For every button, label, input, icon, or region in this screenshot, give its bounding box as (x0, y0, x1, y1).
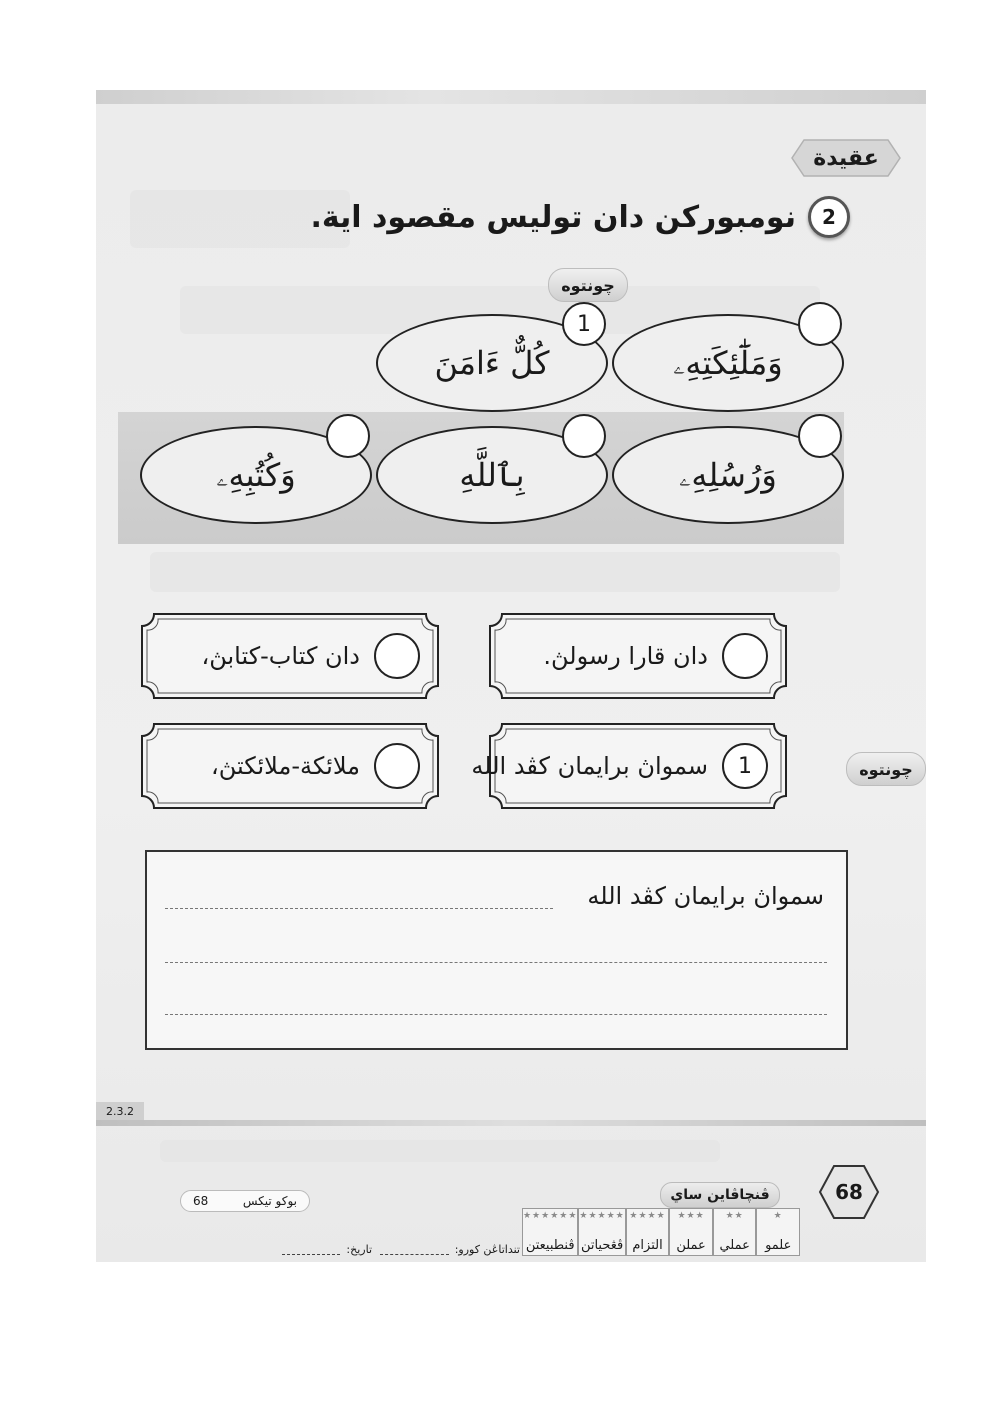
star-icon: ★★★★ (629, 1211, 666, 1221)
word-oval (376, 311, 608, 412)
number-slot[interactable] (562, 414, 606, 458)
textbook-reference (180, 1190, 310, 1212)
section-tag (790, 138, 902, 178)
mastery-level[interactable] (578, 1208, 625, 1256)
word-oval (376, 426, 608, 524)
meaning-text: دان قارا رسولڽ. (543, 642, 708, 670)
number-slot[interactable] (798, 302, 842, 346)
number-slot[interactable]: 1 (562, 302, 606, 346)
mastery-level-label: ڤنطبيعتن (525, 1238, 575, 1253)
word-oval-text: بِٱللَّهِ (459, 456, 525, 494)
teacher-signature-label: تنداتاڠن کورو: (454, 1242, 520, 1256)
meaning-text: ملائکة-ملائکتڽ، (210, 752, 360, 780)
star-icon: ★★★★★ (579, 1211, 625, 1221)
mastery-levels (522, 1208, 800, 1256)
page-number-label: 68 (835, 1180, 863, 1204)
page-number (818, 1164, 880, 1220)
meaning-card (140, 722, 440, 810)
meaning-card (140, 612, 440, 700)
instruction (310, 192, 850, 242)
number-slot[interactable] (722, 633, 768, 679)
textbook-page: 68 (193, 1194, 209, 1208)
example-tag: چونتوه (846, 752, 926, 786)
number-slot[interactable] (798, 414, 842, 458)
mastery-level[interactable] (522, 1208, 578, 1256)
mastery-level-label: التزام (632, 1238, 663, 1253)
meaning-text: دان کتاب-کتابڽ، (201, 642, 360, 670)
mastery-level[interactable] (756, 1208, 800, 1256)
mastery-level-label: ڤڠحياتن (580, 1238, 624, 1253)
date-field (282, 1240, 372, 1258)
word-oval-text: وَمَلَٰٓئِكَتِهِۦ (673, 343, 783, 382)
background-ghost (150, 552, 840, 592)
word-oval-text: وَكُتُبِهِۦ (216, 455, 296, 494)
teacher-signature (380, 1240, 520, 1258)
word-oval (612, 314, 844, 412)
meaning-text: سمواڽ برايمان کڤد الله (471, 752, 708, 780)
skill-code: 2.3.2 (96, 1102, 144, 1120)
mastery-level-label: علمو (765, 1238, 792, 1253)
mastery-level-label: عملي (719, 1238, 750, 1253)
footer-divider (96, 1120, 926, 1126)
star-icon: ★★ (725, 1211, 744, 1221)
example-tag: چونتوه (548, 268, 628, 302)
mastery-level-label: عملن (676, 1238, 706, 1253)
answer-box[interactable] (145, 850, 848, 1050)
mastery-level[interactable] (626, 1208, 670, 1256)
word-oval-text: وَرُسُلِهِۦ (679, 455, 777, 494)
instruction-text: نومبورکن دان توليس مقصود اية. (310, 199, 796, 235)
number-slot[interactable] (326, 414, 370, 458)
star-icon: ★★★★★★ (522, 1211, 578, 1221)
answer-text: سمواڽ برايمان کڤد الله (587, 882, 824, 910)
writing-line[interactable] (165, 962, 827, 963)
section-tag-label: عقيدة (813, 145, 879, 171)
number-slot[interactable]: 1 (722, 743, 768, 789)
meaning-card (488, 612, 788, 700)
word-oval (612, 426, 844, 524)
number-slot[interactable] (374, 633, 420, 679)
word-oval (140, 426, 372, 524)
word-oval-text: كُلٌّ ءَامَنَ (434, 344, 550, 382)
textbook-label: بوکو تيکس (242, 1194, 297, 1208)
background-ghost (160, 1140, 720, 1162)
date-label: تاريخ: (346, 1242, 372, 1256)
star-icon: ★ (773, 1211, 783, 1221)
writing-line[interactable] (165, 1014, 827, 1015)
top-border (96, 90, 926, 104)
mastery-title: ڤنچاڤاين ساي (660, 1182, 780, 1208)
mastery-level[interactable] (669, 1208, 713, 1256)
mastery-level[interactable] (713, 1208, 757, 1256)
meaning-card (471, 722, 788, 810)
star-icon: ★★★ (677, 1211, 705, 1221)
writing-line (165, 908, 553, 909)
signature-line[interactable] (380, 1244, 449, 1255)
instruction-number: 2 (808, 196, 850, 238)
number-slot[interactable] (374, 743, 420, 789)
date-line[interactable] (282, 1244, 340, 1255)
